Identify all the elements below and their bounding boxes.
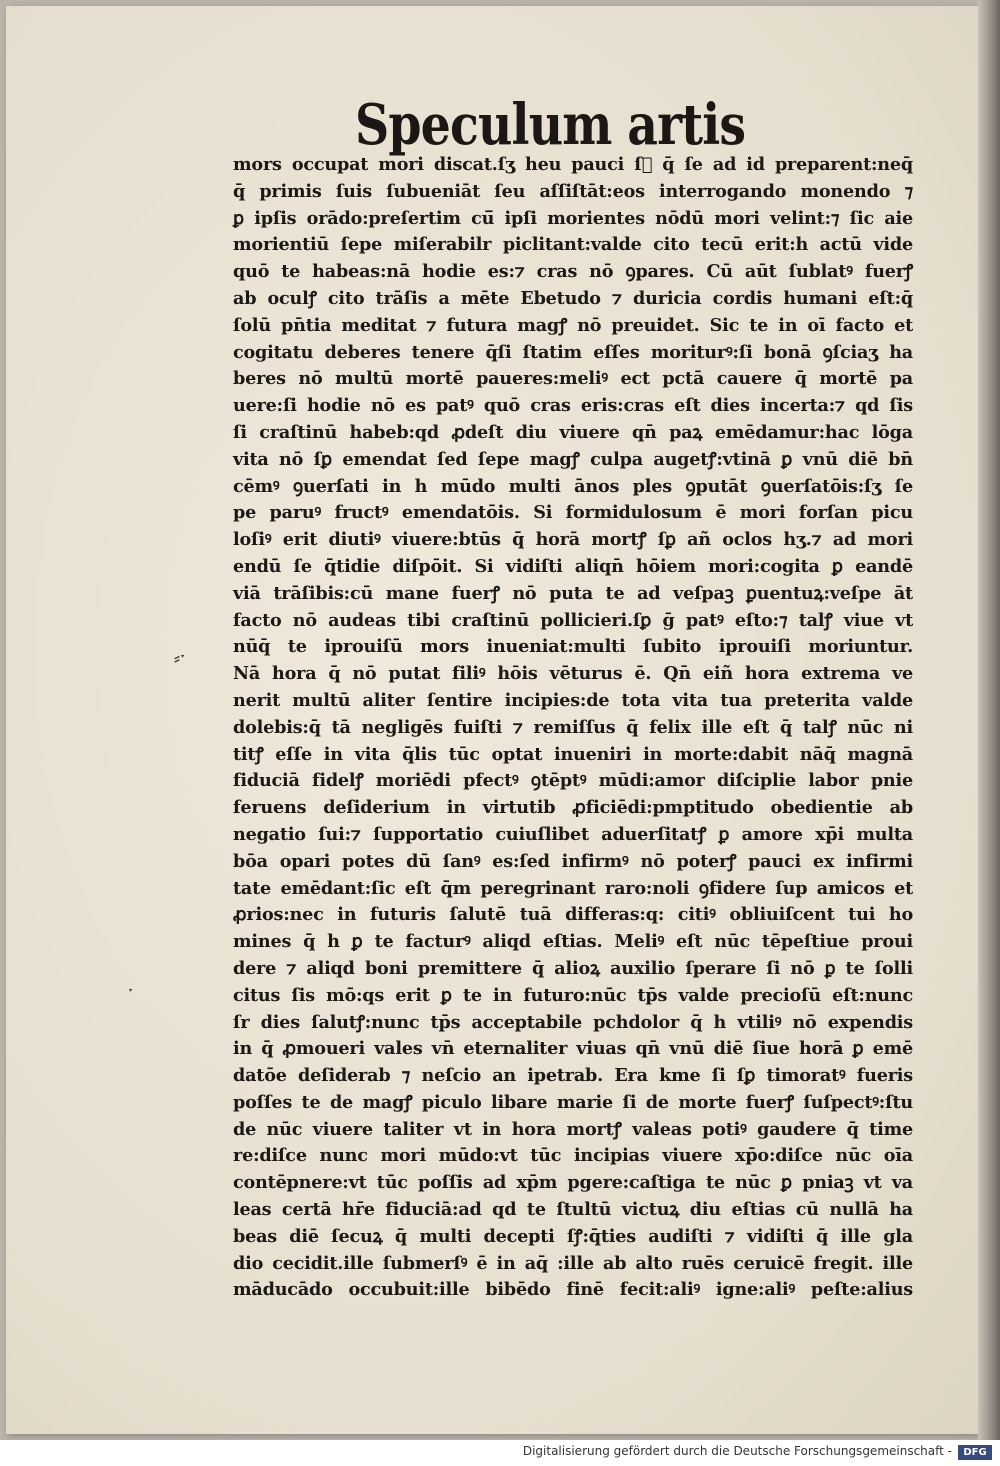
text-line: titꝭ eſſe in vita q̄lis tūc optat inueniri in morte:dabit nāq̄ magnā bbox=[233, 743, 913, 765]
text-line: pe paruꝰ fructꝰ emendatōis. Si formidulosum ē mori forſan picu bbox=[233, 502, 913, 524]
text-line: feruens deſiderium in virtutib ꝓficiēdi:pmptitudo obedientie ab bbox=[233, 797, 913, 819]
text-block bbox=[233, 152, 913, 1304]
text-line: q̄ primis ſuis ſubueniāt ſeu aſſiſtāt:eos interrogando monendo ⁊ bbox=[233, 180, 913, 202]
funding-notice: Digitalisierung gefördert durch die Deutsche Forschungsgemeinschaft - bbox=[522, 1444, 952, 1458]
text-line: negatio ſui:⁊ ſupportatio cuiuſlibet aduerſitatꝭ ꝑ amore xp̄i multa bbox=[233, 823, 913, 845]
text-line: datōe deſiderab ⁊ neſcio an ipetrab. Era kme ſi ſꝑ timoratꝰ fueris bbox=[233, 1065, 913, 1087]
text-line: tate emēdant:ſic eſt q̄m peregrinant raro:noli ꝯfidere ſup amicos et bbox=[233, 877, 913, 899]
text-line: dio cecidit.ille ſubmerſꝰ ē in aq̄ :ille ab alto ruēs ceruicē fregit. ille bbox=[233, 1252, 913, 1274]
text-line: ꝑ ipſis orādo:preſertim cū̄ ipſi morientes nōdū mori velint:⁊ ſic aie bbox=[233, 207, 913, 229]
text-line: ꝓrios:nec in futuris ſalutē tuā differas:q: citiꝰ obliuiſcent tui ho bbox=[233, 904, 913, 926]
text-line: dolebis:q̄ tā negligēs fuiſti ⁊ remiſſus q̄ felix ille eſt q̄ talꝭ nūc ni bbox=[233, 716, 913, 738]
footer-bar bbox=[0, 1440, 1000, 1466]
text-line: viā trāſibis:cū mane fuerꝭ nō puta te ad veſpaꝫ ꝑuentuꝝ:veſpe āt bbox=[233, 582, 913, 604]
text-line: loſiꝰ erit diutiꝰ viuere:btūs q̄ horā mortꝭ ſꝑ añ oclos hʒ.⁊ ad mori bbox=[233, 529, 913, 551]
text-line: ſolū pn̄tia meditat ⁊ futura magꝭ nō preuidet. Sic te in oī facto et bbox=[233, 314, 913, 336]
text-line: ab oculꝭ cito trāſis a mēte Ebetudo ⁊ duricia cordis humani eſt:q̄ bbox=[233, 287, 913, 309]
text-line: beas diē ſecuꝝ q̄ multi decepti ſꝭ:q̄ties audiſti ⁊ vidiſti q̄ ille gla bbox=[233, 1225, 913, 1247]
margin-mark: ˑ bbox=[128, 982, 135, 1003]
text-line: nerit multū aliter ſentire incipies:de tota vita tua preterita valde bbox=[233, 689, 913, 711]
text-line: uere:ſi hodie nō es patꝰ quō cras eris:cras eſt dies incerta:⁊ qd ſis bbox=[233, 395, 913, 417]
text-line: dere ⁊ aliqd boni premittere q̄ alioꝝ auxilio ſperare ſi nō ꝑ te ſolli bbox=[233, 957, 913, 979]
text-line: mors occupat mori discat.ſʒ heu pauci ſᷓ q̄ ſe ad id preparent:neq̄ bbox=[233, 154, 913, 175]
text-line: ſr dies ſalutꝭ:nunc tp̄s acceptabile pchdolor q̄ h vtiliꝰ nō expendis bbox=[233, 1011, 913, 1033]
text-line: in q̄ ꝓmoueri vales vn̄ eternaliter viuas qn̄ vnū diē ſiue horā ꝑ emē bbox=[233, 1038, 913, 1060]
text-line: beres nō multū mortē paueres:meliꝰ ect pctā cauere q̄ mortē pa bbox=[233, 368, 913, 390]
text-line: ſi craſtinū habeb:qd ꝓdeſt diu viuere qn̄ paꝝ emēdamur:hac lōga bbox=[233, 421, 913, 443]
text-line: cēmꝰ ꝯuerſati in h mūdo multi ānos ples ꝯputāt ꝯuerſatōis:ſʒ ſe bbox=[233, 475, 913, 497]
text-line: mines q̄ h ꝑ te facturꝰ aliqd eſtias. Meliꝰ eſt nūc tēpeſtiue proui bbox=[233, 931, 913, 953]
text-line: fiduciā fidelꝭ moriēdi pfectꝰ ꝯtēptꝰ mūdi:amor diſciplie labor pnie bbox=[233, 770, 913, 792]
text-line: bōa opari potes dū ſanꝰ es:ſed infirmꝰ nō poterꝭ pauci ex infirmi bbox=[233, 850, 913, 872]
text-line: Nā hora q̄ nō putat filiꝰ hōis vēturus ē. Qn̄ eiñ hora extrema ve bbox=[233, 663, 913, 685]
text-line: morientiū ſepe miſerabilr piclitant:valde cito tecū erit:h actū vide bbox=[233, 234, 913, 256]
text-line: contēpnere:vt tūc poſſis ad xp̄m pgere:caſtiga te nūc ꝑ pniaꝫ vt va bbox=[233, 1172, 913, 1194]
text-line: de nūc viuere taliter vt in hora mortꝭ valeas potiꝰ gaudere q̄ time bbox=[233, 1118, 913, 1140]
text-line: facto nō audeas tibi craſtinū pollicieri.ſꝑ ḡ patꝰ eſto:⁊ talꝭ viue vt bbox=[233, 609, 913, 631]
text-line: cogitatu deberes tenere q̄ſi ſtatim eſſes moriturꝰ:ſi bonā ꝯſciaʒ ha bbox=[233, 341, 913, 363]
text-line: leas certā hr̄e fiduciā:ad qd te ſtultū victuꝝ diu eſtias cū nullā ha bbox=[233, 1199, 913, 1221]
text-line: māducādo occubuit:ille bibēdo finē fecit:aliꝰ igne:aliꝰ peſte:alius bbox=[233, 1279, 913, 1301]
dfg-logo: DFG bbox=[958, 1445, 992, 1460]
text-line: citus ſis mō:qs erit ꝑ te in futuro:nūc tp̄s valde precioſū eſt:nunc bbox=[233, 984, 913, 1006]
text-line: endū ſe q̄tidie diſpōit. Si vidiſti aliqn̄ hōiem mori:cogita ꝑ eandē bbox=[233, 555, 913, 577]
text-line: re:diſce nunc mori mūdo:vt tūc incipias viuere xp̄o:diſce nūc oīa bbox=[233, 1145, 913, 1167]
text-line: vita nō ſꝑ emendat ſed ſepe magꝭ culpa augetꝭ:vtinā ꝑ vnū diē bn̄ bbox=[233, 448, 913, 470]
text-line: quō te habeas:nā hodie es:⁊ cras nō ꝯpares. Cū aūt ſublatꝰ fuerꝭ bbox=[233, 261, 913, 283]
margin-mark: ⸗ˑ bbox=[174, 648, 187, 669]
text-line: nūq̄ te iprouiſū mors inueniat:multi ſubito iprouiſi moriuntur. bbox=[233, 636, 913, 658]
book-spine-edge bbox=[978, 0, 1000, 1440]
text-line: poſſes te de magꝭ piculo libare marie ſi de morte fuerꝭ ſuſpectꝰ:ſtu bbox=[233, 1091, 913, 1113]
page-title: Speculum artis bbox=[355, 92, 746, 158]
